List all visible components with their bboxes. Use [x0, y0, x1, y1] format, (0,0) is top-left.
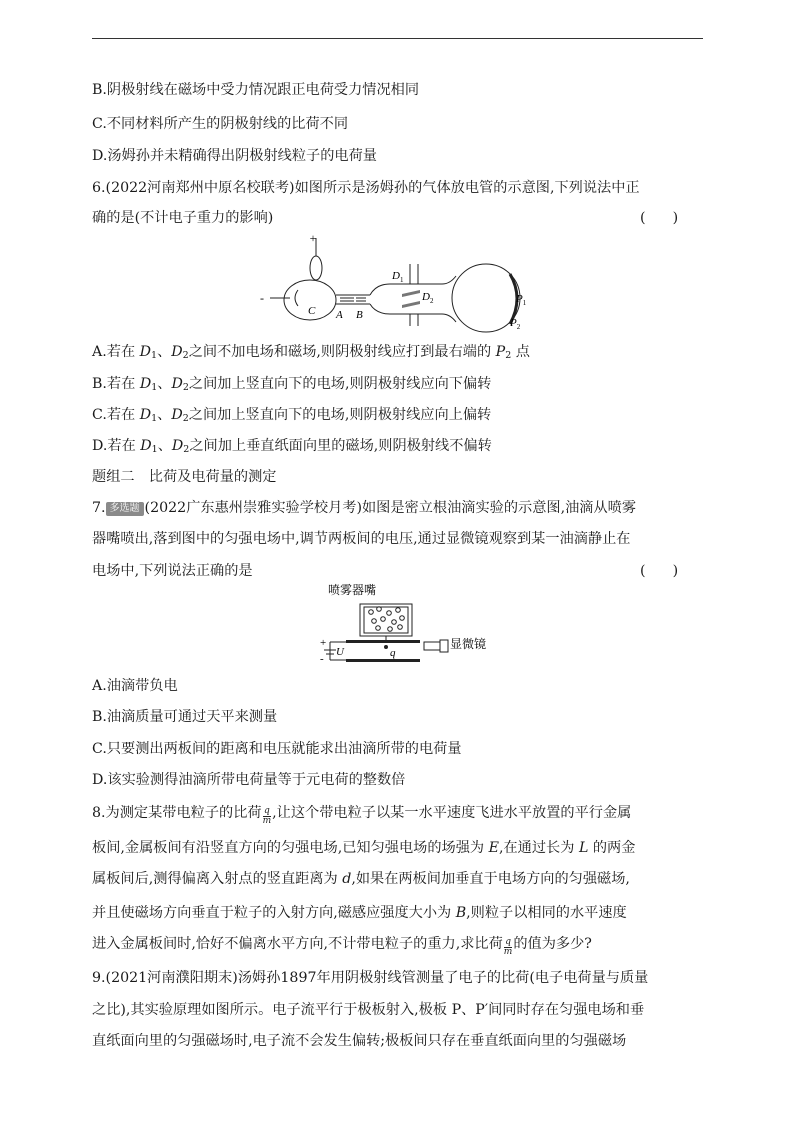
q7-option-b: B.油滴质量可通过天平来测量: [92, 709, 278, 725]
q8-line4: 并且使磁场方向垂直于粒子的入射方向,磁感应强度大小为 B,则粒子以相同的水平速度: [92, 905, 627, 921]
fig7-minus-label: -: [320, 653, 324, 664]
fig6-label-d1: $D_1$: [392, 270, 404, 284]
q8-ratio-fraction: $\frac{q}{m}$: [262, 806, 272, 826]
fig7-nozzle-label: 喷雾器嘴: [328, 583, 377, 597]
q8-line5: 进入金属板间时,恰好不偏离水平方向,不计带电粒子的重力,求比荷 $\frac{q}{m}$ 的值为多少?: [92, 936, 592, 957]
header-rule: [92, 38, 703, 39]
fig6-minus-label: -: [260, 291, 264, 305]
fig6-label-c: C: [308, 305, 316, 317]
fig6-label-p2: $P_2$: [510, 317, 521, 331]
multi-choice-badge: 多选题: [106, 502, 144, 516]
q5-option-b: B.阴极射线在磁场中受力情况跟正电荷受力情况相同: [92, 82, 420, 98]
q9-line3: 直纸面向里的匀强磁场时,电子流不会发生偏转;极板间只存在垂直纸面向里的匀强磁场: [92, 1033, 627, 1049]
fig7-charge-label: q: [390, 647, 396, 659]
q7-stem-line1: 7. 多选题 (2022广东惠州崇雅实验学校月考)如图是密立根油滴实验的示意图,油滴从喷雾: [92, 500, 637, 516]
gas-discharge-tube-figure: [252, 232, 542, 334]
q6-option-d: D.若在 $D_1$、$D_2$之间加上垂直纸面向里的磁场,则阴极射线不偏转: [92, 438, 492, 455]
fig6-label-b: B: [356, 309, 363, 321]
q6-option-c: C.若在 $D_1$、$D_2$之间加上竖直向下的电场,则阴极射线应向上偏转: [92, 407, 492, 424]
q9-line2: 之比),其实验原理如图所示。电子流平行于极板射入,极板 P、P′间同时存在匀强电场和垂: [92, 1002, 645, 1018]
q6-answer-bracket: ( ): [640, 210, 679, 226]
q8-line2: 板间,金属板间有沿竖直方向的匀强电场,已知匀强电场的场强为 E,在通过长为 L 的两金: [92, 840, 636, 856]
q7-stem-line3: 电场中,下列说法正确的是: [92, 563, 253, 579]
q6-option-b: B.若在 $D_1$、$D_2$之间加上竖直向下的电场,则阴极射线应向下偏转: [92, 376, 492, 393]
fig7-plus-label: +: [320, 637, 327, 649]
fig7-voltage-label: U: [336, 646, 344, 658]
q8-line1: 8.为测定某带电粒子的比荷 $\frac{q}{m}$ ,让这个带电粒子以某一水平速度飞进水平放置的平行金属: [92, 805, 632, 826]
q5-option-d: D.汤姆孙并未精确得出阴极射线粒子的电荷量: [92, 148, 377, 164]
group2-heading: 题组二 比荷及电荷量的测定: [92, 469, 277, 485]
q7-option-c: C.只要测出两板间的距离和电压就能求出油滴所带的电荷量: [92, 741, 462, 757]
q7-stem-line2: 器嘴喷出,落到图中的匀强电场中,调节两板间的电压,通过显微镜观察到某一油滴静止在: [92, 531, 631, 547]
q6-stem-line1: 6.(2022河南郑州中原名校联考)如图所示是汤姆孙的气体放电管的示意图,下列说法中正: [92, 180, 640, 196]
fig6-label-d2: $D_2$: [422, 291, 434, 305]
millikan-oil-drop-figure: [316, 582, 496, 664]
q7-option-d: D.该实验测得油滴所带电荷量等于元电荷的整数倍: [92, 772, 406, 788]
fig6-plus-label: +: [309, 232, 317, 245]
q8-line3: 属板间后,测得偏离入射点的竖直距离为 d,如果在两板间加垂直于电场方向的匀强磁场,: [92, 871, 630, 887]
fig6-label-a: A: [336, 309, 343, 321]
q9-line1: 9.(2021河南濮阳期末)汤姆孙1897年用阴极射线管测量了电子的比荷(电子电荷量与质量: [92, 970, 649, 986]
fig7-microscope-label: 显微镜: [450, 637, 487, 651]
fig6-label-p1: $P_1$: [516, 293, 527, 307]
q6-option-a: A.若在 $D_1$、$D_2$之间不加电场和磁场,则阴极射线应打到最右端的 $P_2$ 点: [92, 344, 530, 361]
q8-ratio-fraction-2: $\frac{q}{m}$: [503, 937, 513, 957]
q7-option-a: A.油滴带负电: [92, 678, 178, 694]
q5-option-c: C.不同材料所产生的阴极射线的比荷不同: [92, 116, 349, 132]
q7-answer-bracket: ( ): [640, 563, 679, 579]
q6-stem-line2: 确的是(不计电子重力的影响): [92, 210, 274, 226]
